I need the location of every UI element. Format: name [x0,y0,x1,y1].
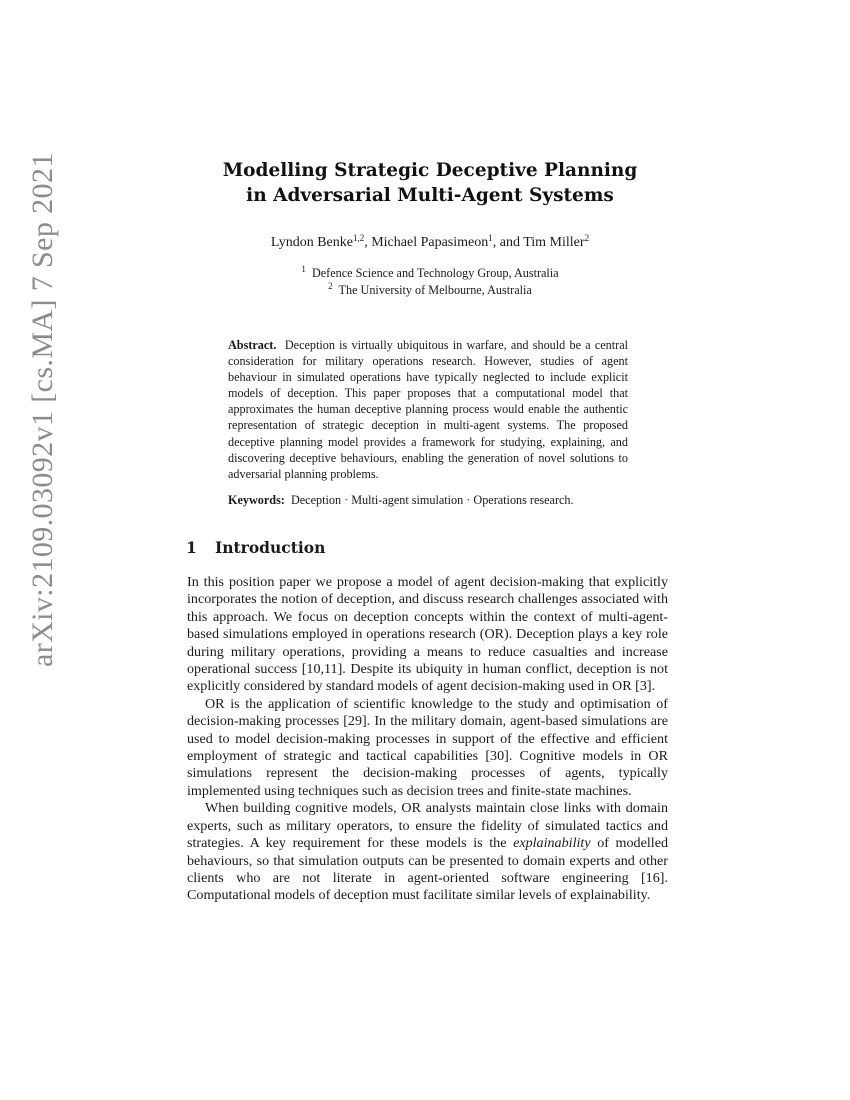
paragraph-3 [187,800,668,904]
abstract-text: Deception is virtually ubiquitous in warfare, and should be a central consideration for military operations research. However, studies of agent behaviour in simulated operations have typically neglected to include explicit models of deception. This paper proposes that a computational model that approximates the human deceptive planning process would enable the authentic representation of strategic deception in multi-agent systems. The proposed deceptive planning model provides a framework for studying, explaining, and discovering deceptive behaviours, enabling the generation of novel solutions to adversarial planning problems. [228,338,628,481]
emphasized-term: explainability [513,835,591,852]
title-line-1: Modelling Strategic Deceptive Planning [222,160,638,181]
author-name: Michael Papasimeon [371,235,489,250]
paragraph-3-text: of modelled behaviours, so that simulation outputs can be presented to domain experts and other clients who are not literate in agent-oriented software engineering [16]. Computational models of deception must facilitate similar levels of explainability. [187,835,668,904]
author-list [180,233,680,251]
author-name: Tim Miller [523,235,585,250]
affiliation-marker: 2 [328,281,333,291]
abstract [228,337,628,482]
section-number: 1 [186,538,197,557]
arxiv-identifier: arXiv:2109.03092v1 [cs.MA] 7 Sep 2021 [26,152,59,667]
abstract-label: Abstract. [228,338,277,352]
affiliation-text: Defence Science and Technology Group, Australia [311,266,559,280]
author-name: Lyndon Benke [270,235,353,250]
affiliation-marker: 1 [301,264,306,274]
paragraph-3-text: When building cognitive models, OR analysts maintain close links with domain experts, such as military operators, to ensure the fidelity of simulated tactics and strategies. A key requirement for these models is the [187,800,668,852]
paragraph-2: OR is the application of scientific knowledge to the study and optimisation of decision-making processes [29]. In the military domain, agent-based simulations are used to model decision-making processes in support of the effective and efficient employment of strategic and tactical capabilities [30]. Cognitive models in OR simulations represent the decision-making processes of agents, typically implemented using techniques such as decision trees and finite-state machines. [187,695,668,799]
section-title: Introduction [215,538,326,557]
affiliation-1 [180,264,680,281]
section-body [187,574,668,905]
paragraph-1: In this position paper we propose a model of agent decision-making that explicitly incorporates the notion of deception, and discuss research challenges associated with this approach. We focus on deception concepts within the context of multi-agent-based simulations employed in operations research (OR). Deception plays a key role during military operations, providing a means to reduce casualties and increase operational success [10,11]. Despite its ubiquity in human conflict, deception is not explicitly considered by standard models of agent decision-making used in OR [3]. [187,574,668,695]
author-affil-marker: 2 [584,233,590,243]
keywords-label: Keywords: [228,493,285,507]
author-separator: , [364,235,372,250]
keywords-text: Deception · Multi-agent simulation · Operations research. [290,493,574,507]
paper-title [180,158,680,208]
author-affil-marker: 1,2 [352,233,365,243]
affiliation-2 [180,281,680,298]
author-separator: , and [492,235,524,250]
keywords [228,493,648,508]
affiliation-text: The University of Melbourne, Australia [338,283,532,297]
section-heading [186,538,325,557]
title-line-2: in Adversarial Multi-Agent Systems [246,185,614,206]
author-affil-marker: 1 [488,233,493,243]
